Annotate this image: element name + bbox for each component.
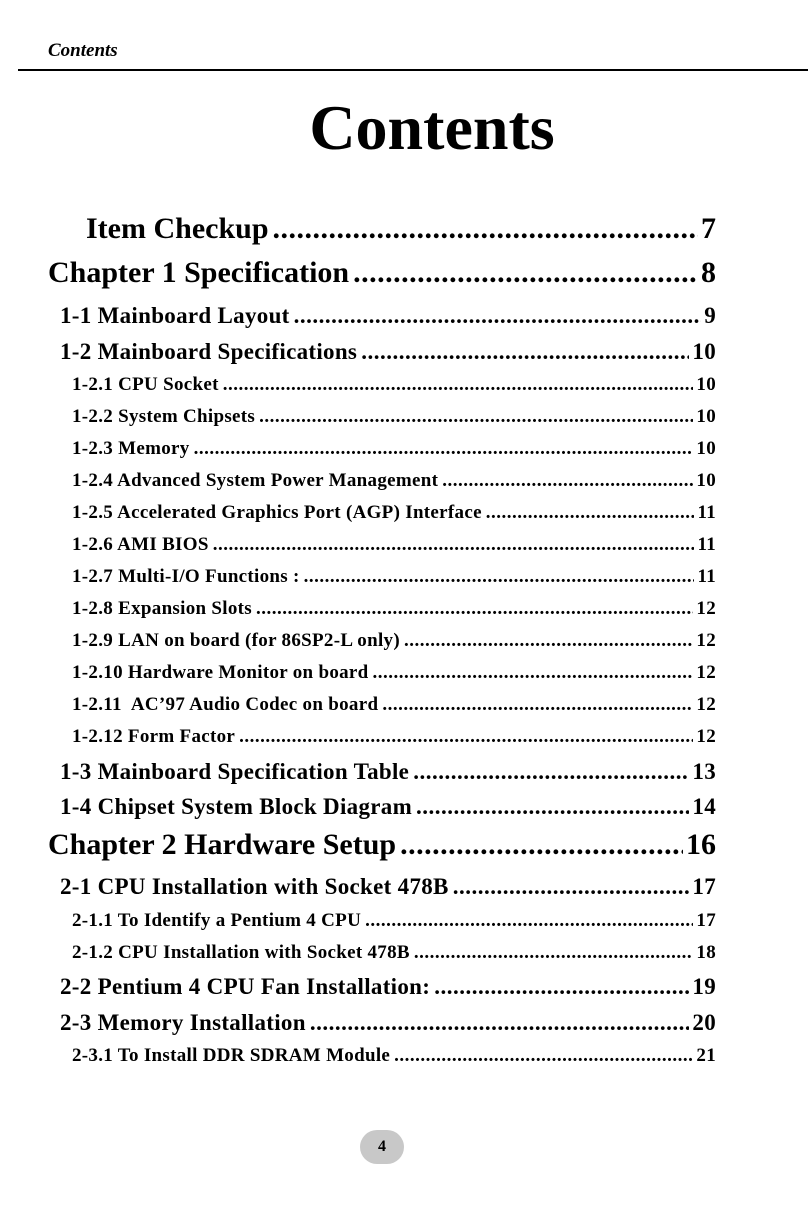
toc-entry-label: 2-1 CPU Installation with Socket 478B <box>60 874 449 899</box>
toc-entry-1-3[interactable] <box>60 759 716 785</box>
dot-leader <box>373 662 694 684</box>
dot-leader <box>394 1045 693 1067</box>
dot-leader <box>294 303 702 329</box>
toc-entry-page: 17 <box>692 874 716 899</box>
toc-entry-1-2-6[interactable] <box>72 534 716 556</box>
toc-entry-label: 1-2.4 Advanced System Power Management <box>72 470 439 491</box>
dot-leader <box>434 974 689 1000</box>
toc-entry-label: 2-1.1 To Identify a Pentium 4 CPU <box>72 910 362 931</box>
toc-entry-2-3-1[interactable] <box>72 1045 716 1067</box>
dot-leader <box>256 598 693 620</box>
dot-leader <box>273 212 698 246</box>
toc-entry-page: 18 <box>696 942 716 963</box>
toc-entry-page: 11 <box>697 534 716 555</box>
toc-entry-1-1[interactable] <box>60 303 716 329</box>
toc-entry-1-2-10[interactable] <box>72 662 716 684</box>
dot-leader <box>382 694 693 716</box>
toc-entry-page: 11 <box>697 566 716 587</box>
toc-entry-1-2-1[interactable] <box>72 374 716 396</box>
dot-leader <box>259 406 693 428</box>
toc-entry-label: 1-3 Mainboard Specification Table <box>60 759 410 784</box>
dot-leader <box>239 726 693 748</box>
toc-entry-page: 13 <box>692 759 716 784</box>
toc-entry-page: 10 <box>696 406 716 427</box>
toc-entry-chapter-1[interactable] <box>48 256 716 290</box>
toc-entry-label: 1-1 Mainboard Layout <box>60 303 290 328</box>
toc-entry-2-3[interactable] <box>60 1010 716 1036</box>
toc-entry-page: 16 <box>686 828 716 861</box>
toc-entry-label: 1-2.8 Expansion Slots <box>72 598 252 619</box>
dot-leader <box>194 438 694 460</box>
toc-entry-page: 7 <box>701 212 716 245</box>
page-title: Contents <box>309 92 555 163</box>
toc-entry-1-2-3[interactable] <box>72 438 716 460</box>
toc-entry-page: 10 <box>696 470 716 491</box>
toc-entry-1-2[interactable] <box>60 339 716 365</box>
toc-entry-label: Item Checkup <box>86 212 269 245</box>
toc-entry-label: 1-2 Mainboard Specifications <box>60 339 358 364</box>
toc-entry-page: 19 <box>692 974 716 999</box>
dot-leader <box>365 910 693 932</box>
toc-entry-label: 1-2.7 Multi-I/O Functions : <box>72 566 300 587</box>
toc-entry-label: 2-3 Memory Installation <box>60 1010 306 1035</box>
toc-entry-page: 10 <box>692 339 716 364</box>
toc-entry-1-2-11[interactable] <box>72 694 716 716</box>
toc-entry-page: 12 <box>696 726 716 747</box>
dot-leader <box>361 339 689 365</box>
toc-entry-page: 21 <box>696 1045 716 1066</box>
dot-leader <box>304 566 695 588</box>
toc-entry-label: 1-2.2 System Chipsets <box>72 406 256 427</box>
dot-leader <box>453 874 690 900</box>
toc-entry-1-2-2[interactable] <box>72 406 716 428</box>
toc-entry-label: 2-2 Pentium 4 CPU Fan Installation: <box>60 974 431 999</box>
toc-entry-1-2-9[interactable] <box>72 630 716 652</box>
toc-entry-page: 12 <box>696 598 716 619</box>
toc-entry-label: Chapter 2 Hardware Setup <box>48 828 397 861</box>
toc-entry-1-2-8[interactable] <box>72 598 716 620</box>
dot-leader <box>442 470 693 492</box>
toc-entry-page: 10 <box>696 438 716 459</box>
dot-leader <box>223 374 694 396</box>
toc-entry-1-2-4[interactable] <box>72 470 716 492</box>
toc-entry-label: 1-2.10 Hardware Monitor on board <box>72 662 369 683</box>
toc-entry-1-4[interactable] <box>60 794 716 820</box>
page-number-badge <box>360 1130 404 1164</box>
toc-entry-label: 2-3.1 To Install DDR SDRAM Module <box>72 1045 391 1066</box>
toc-entry-label: 1-2.6 AMI BIOS <box>72 534 209 555</box>
dot-leader <box>414 942 694 964</box>
toc-entry-label: 1-2.9 LAN on board (for 86SP2-L only) <box>72 630 400 651</box>
toc-entry-page: 9 <box>704 303 716 328</box>
toc-entry-2-2[interactable] <box>60 974 716 1000</box>
toc-entry-1-2-7[interactable] <box>72 566 716 588</box>
dot-leader <box>404 630 693 652</box>
dot-leader <box>413 759 689 785</box>
toc-entry-2-1[interactable] <box>60 874 716 900</box>
dot-leader <box>310 1010 690 1036</box>
toc-entry-chapter-2[interactable] <box>48 828 716 862</box>
toc-entry-page: 12 <box>696 662 716 683</box>
toc-entry-page: 8 <box>701 256 716 289</box>
toc-entry-label: 1-2.5 Accelerated Graphics Port (AGP) Interface <box>72 502 482 523</box>
toc-entry-page: 14 <box>692 794 716 819</box>
toc-entry-page: 20 <box>692 1010 716 1035</box>
toc-entry-page: 12 <box>696 630 716 651</box>
toc-entry-page: 10 <box>696 374 716 395</box>
toc-entry-label: 2-1.2 CPU Installation with Socket 478B <box>72 942 410 963</box>
toc-entry-label: 1-2.1 CPU Socket <box>72 374 219 395</box>
toc-entry-label: 1-4 Chipset System Block Diagram <box>60 794 413 819</box>
toc-entry-1-2-5[interactable] <box>72 502 716 524</box>
toc-entry-label: 1-2.3 Memory <box>72 438 190 459</box>
toc-entry-2-1-1[interactable] <box>72 910 716 932</box>
toc-entry-item-checkup[interactable] <box>86 212 716 246</box>
toc-entry-label: 1-2.11 AC’97 Audio Codec on board <box>72 694 379 715</box>
dot-leader <box>486 502 695 524</box>
toc-entry-page: 17 <box>696 910 716 931</box>
toc-entry-2-1-2[interactable] <box>72 942 716 964</box>
toc-entry-label: Chapter 1 Specification <box>48 256 350 289</box>
page-number: 4 <box>378 1138 386 1155</box>
dot-leader <box>400 828 683 862</box>
toc-entry-page: 12 <box>696 694 716 715</box>
running-header: Contents <box>48 40 118 61</box>
toc-entry-label: 1-2.12 Form Factor <box>72 726 236 747</box>
dot-leader <box>213 534 695 556</box>
toc-entry-page: 11 <box>697 502 716 523</box>
dot-leader <box>353 256 698 290</box>
toc-entry-1-2-12[interactable] <box>72 726 716 748</box>
dot-leader <box>416 794 689 820</box>
